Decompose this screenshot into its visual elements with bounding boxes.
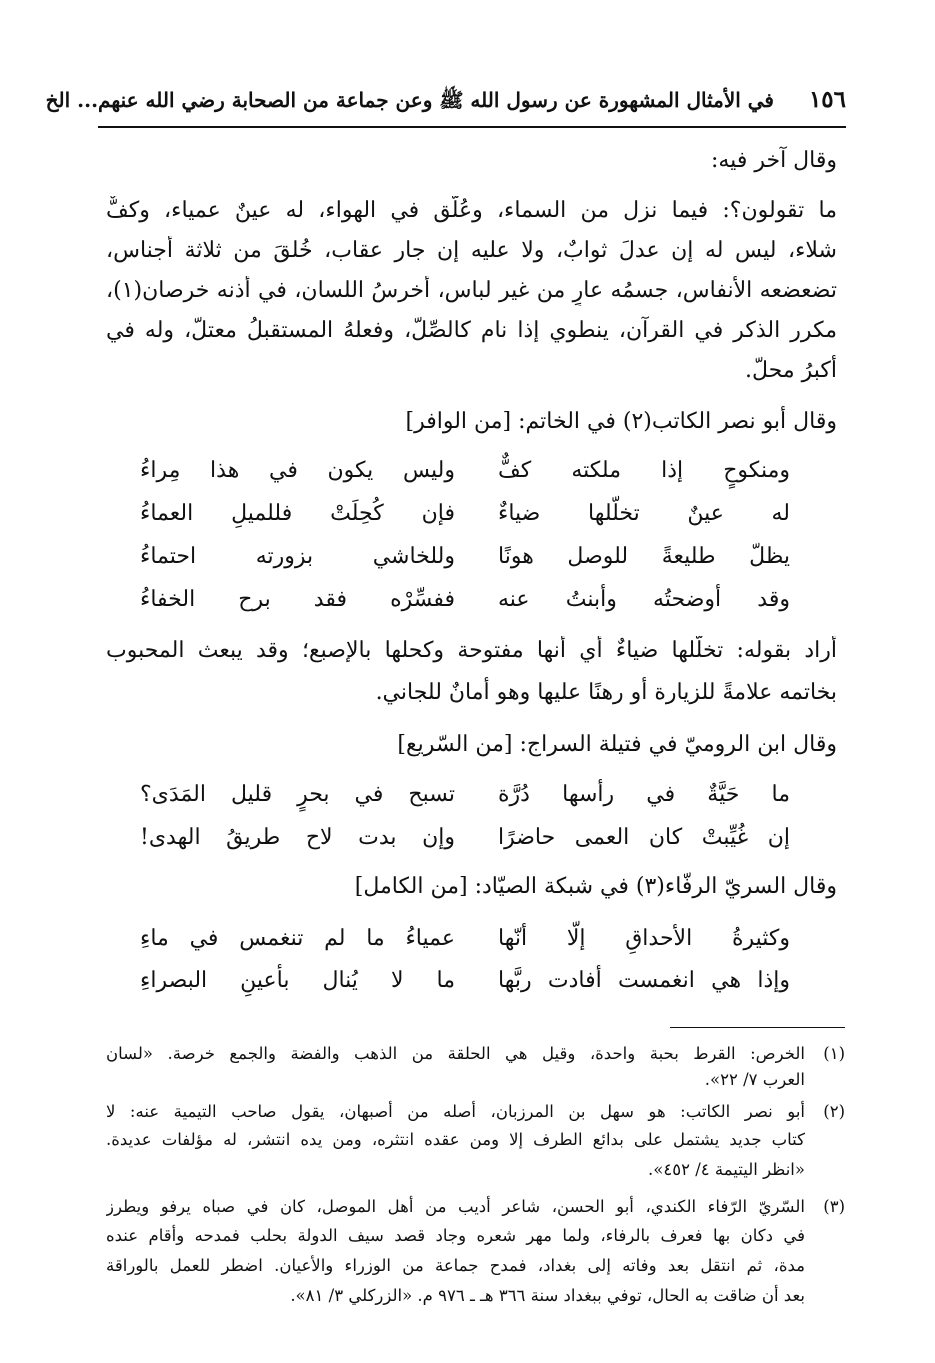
footnote-number: (٣) (823, 1197, 845, 1216)
verse-second-hemistich: ما لا يُنال بأعينِ البصراءِ (140, 968, 455, 993)
footnote-line: العرب ٧/ ٢٢». (704, 1070, 805, 1089)
verse-second-hemistich: وإن بدت لاح طريقُ الهدى! (140, 825, 455, 850)
paragraph-line: ما تقولون؟: فيما نزل من السماء، وعُلّق في الهواء، له عينٌ عمياء، وكفٌّ (106, 198, 837, 223)
paragraph-line: أراد بقوله: تخلّلها ضياءٌ أي أنها مفتوحة وكحلها بالإصبع؛ وقد يبعث المحبوب (106, 638, 837, 663)
footnote-line: الخرص: القرط بحبة واحدة، وقيل هي الحلقة من الذهب والفضة والجمع خرصة. «لسان (106, 1044, 805, 1063)
verse-first-hemistich: وإذا هي انغمست أفادت ربَّها (498, 968, 790, 993)
paragraph-line: تضعضعه الأنفاس، جسمُه عارٍ من غير لباس، أخرسُ اللسان، في أذنه خرصان(١)، (106, 278, 837, 303)
footnote-line: «انظر اليتيمة ٤/ ٤٥٢». (648, 1160, 805, 1179)
footnote-line: أبو نصر الكاتب: هو سهل بن المرزبان، أصله من أصبهان، يقول صاحب التيمية عنه: لا (106, 1102, 805, 1121)
verse-second-hemistich: وللخاشي بزورته احتماءُ (140, 544, 455, 569)
paragraph-line: أكبرُ محلّ. (745, 358, 837, 383)
paragraph-line: بخاتمه علامةً للزيارة أو رهنًا عليها وهو أمانٌ للجاني. (375, 680, 837, 705)
header-divider (98, 126, 846, 128)
footnote-line: بعد أن ضاقت به الحال، توفي ببغداد سنة ٣٦٦ هـ ـ ٩٧٦ م. «الزركلي ٣/ ٨١». (290, 1286, 805, 1305)
verse-first-hemistich: ما حَيَّةٌ في رأسها دُرَّة (498, 782, 790, 807)
verse-second-hemistich: تسبح في بحرٍ قليل المَدَى؟ (140, 782, 455, 807)
footnote-line: مدة، ثم انتقل بعد وفاته إلى بغداد، فمدح جماعة من الوزراء والأعيان. اضطر للعمل بالوراقة (106, 1256, 805, 1275)
footnote-line: كتاب جديد يشتمل على بدائع الطرف إلا ومن عقده انتثره، ومن يده انتشر، له مؤلفات عديدة. (106, 1130, 805, 1149)
verse-first-hemistich: وكثيرةُ الأحداقِ إلّا أنّها (498, 926, 790, 951)
paragraph-line: شلاء، ليس له إن عدلَ ثوابٌ، ولا عليه إن جار عقاب، خُلقَ من ثلاثة أجناس، (106, 238, 837, 263)
running-header (45, 86, 846, 122)
verse-second-hemistich: وليس يكون في هذا مِراءُ (140, 458, 455, 483)
paragraph-line: مكرر الذكر في القرآن، ينطوي إذا نام كالصِّلّ، وفعلهُ المستقبلُ معتلّ، وله في (106, 318, 837, 343)
footnote-line: في دكان بها فعرف بالرفاء، ولما مهر شعره وجاد قصد سيف الدولة بحلب فمدحه وأقام عنده (106, 1226, 805, 1245)
verse-second-hemistich: عمياءُ ما لم تنغمس في ماءِ (140, 926, 455, 951)
verse-second-hemistich: فإن كُحِلَتْ فللميلِ العماءُ (140, 501, 455, 526)
footnote-divider (670, 1027, 845, 1028)
verse-first-hemistich: إن غُيِّبتْ كان العمى حاضرًا (498, 825, 790, 850)
verse-first-hemistich: له عينٌ تخلّلها ضياءٌ (498, 501, 790, 526)
page-number: ١٥٦ (808, 86, 846, 113)
footnote-number: (٢) (823, 1102, 845, 1121)
footnote-number: (١) (823, 1044, 845, 1063)
running-title: في الأمثال المشهورة عن رسول الله ﷺ وعن جماعة من الصحابة رضي الله عنهم... الخ (45, 88, 774, 112)
poem-intro: وقال أبو نصر الكاتب(٢) في الخاتم: [من الوافر] (405, 409, 837, 434)
paragraph-intro: وقال آخر فيه: (710, 148, 837, 173)
poem-intro: وقال ابن الروميّ في فتيلة السراج: [من السّريع] (397, 732, 837, 757)
verse-second-hemistich: ففسِّرْه فقد برح الخفاءُ (140, 587, 455, 612)
verse-first-hemistich: ومنكوحٍ إذا ملكته كفٌّ (498, 458, 790, 483)
poem-intro: وقال السريّ الرفّاء(٣) في شبكة الصيّاد: [من الكامل] (354, 874, 837, 899)
footnote-line: السّريّ الرّفاء الكندي، أبو الحسن، شاعر أديب من أهل الموصل، كان في صباه يرفو ويطرز (106, 1197, 805, 1216)
verse-first-hemistich: وقد أوضحتُه وأبنتُ عنه (498, 587, 790, 612)
verse-first-hemistich: يظلّ طليعةً للوصل هونًا (498, 544, 790, 569)
